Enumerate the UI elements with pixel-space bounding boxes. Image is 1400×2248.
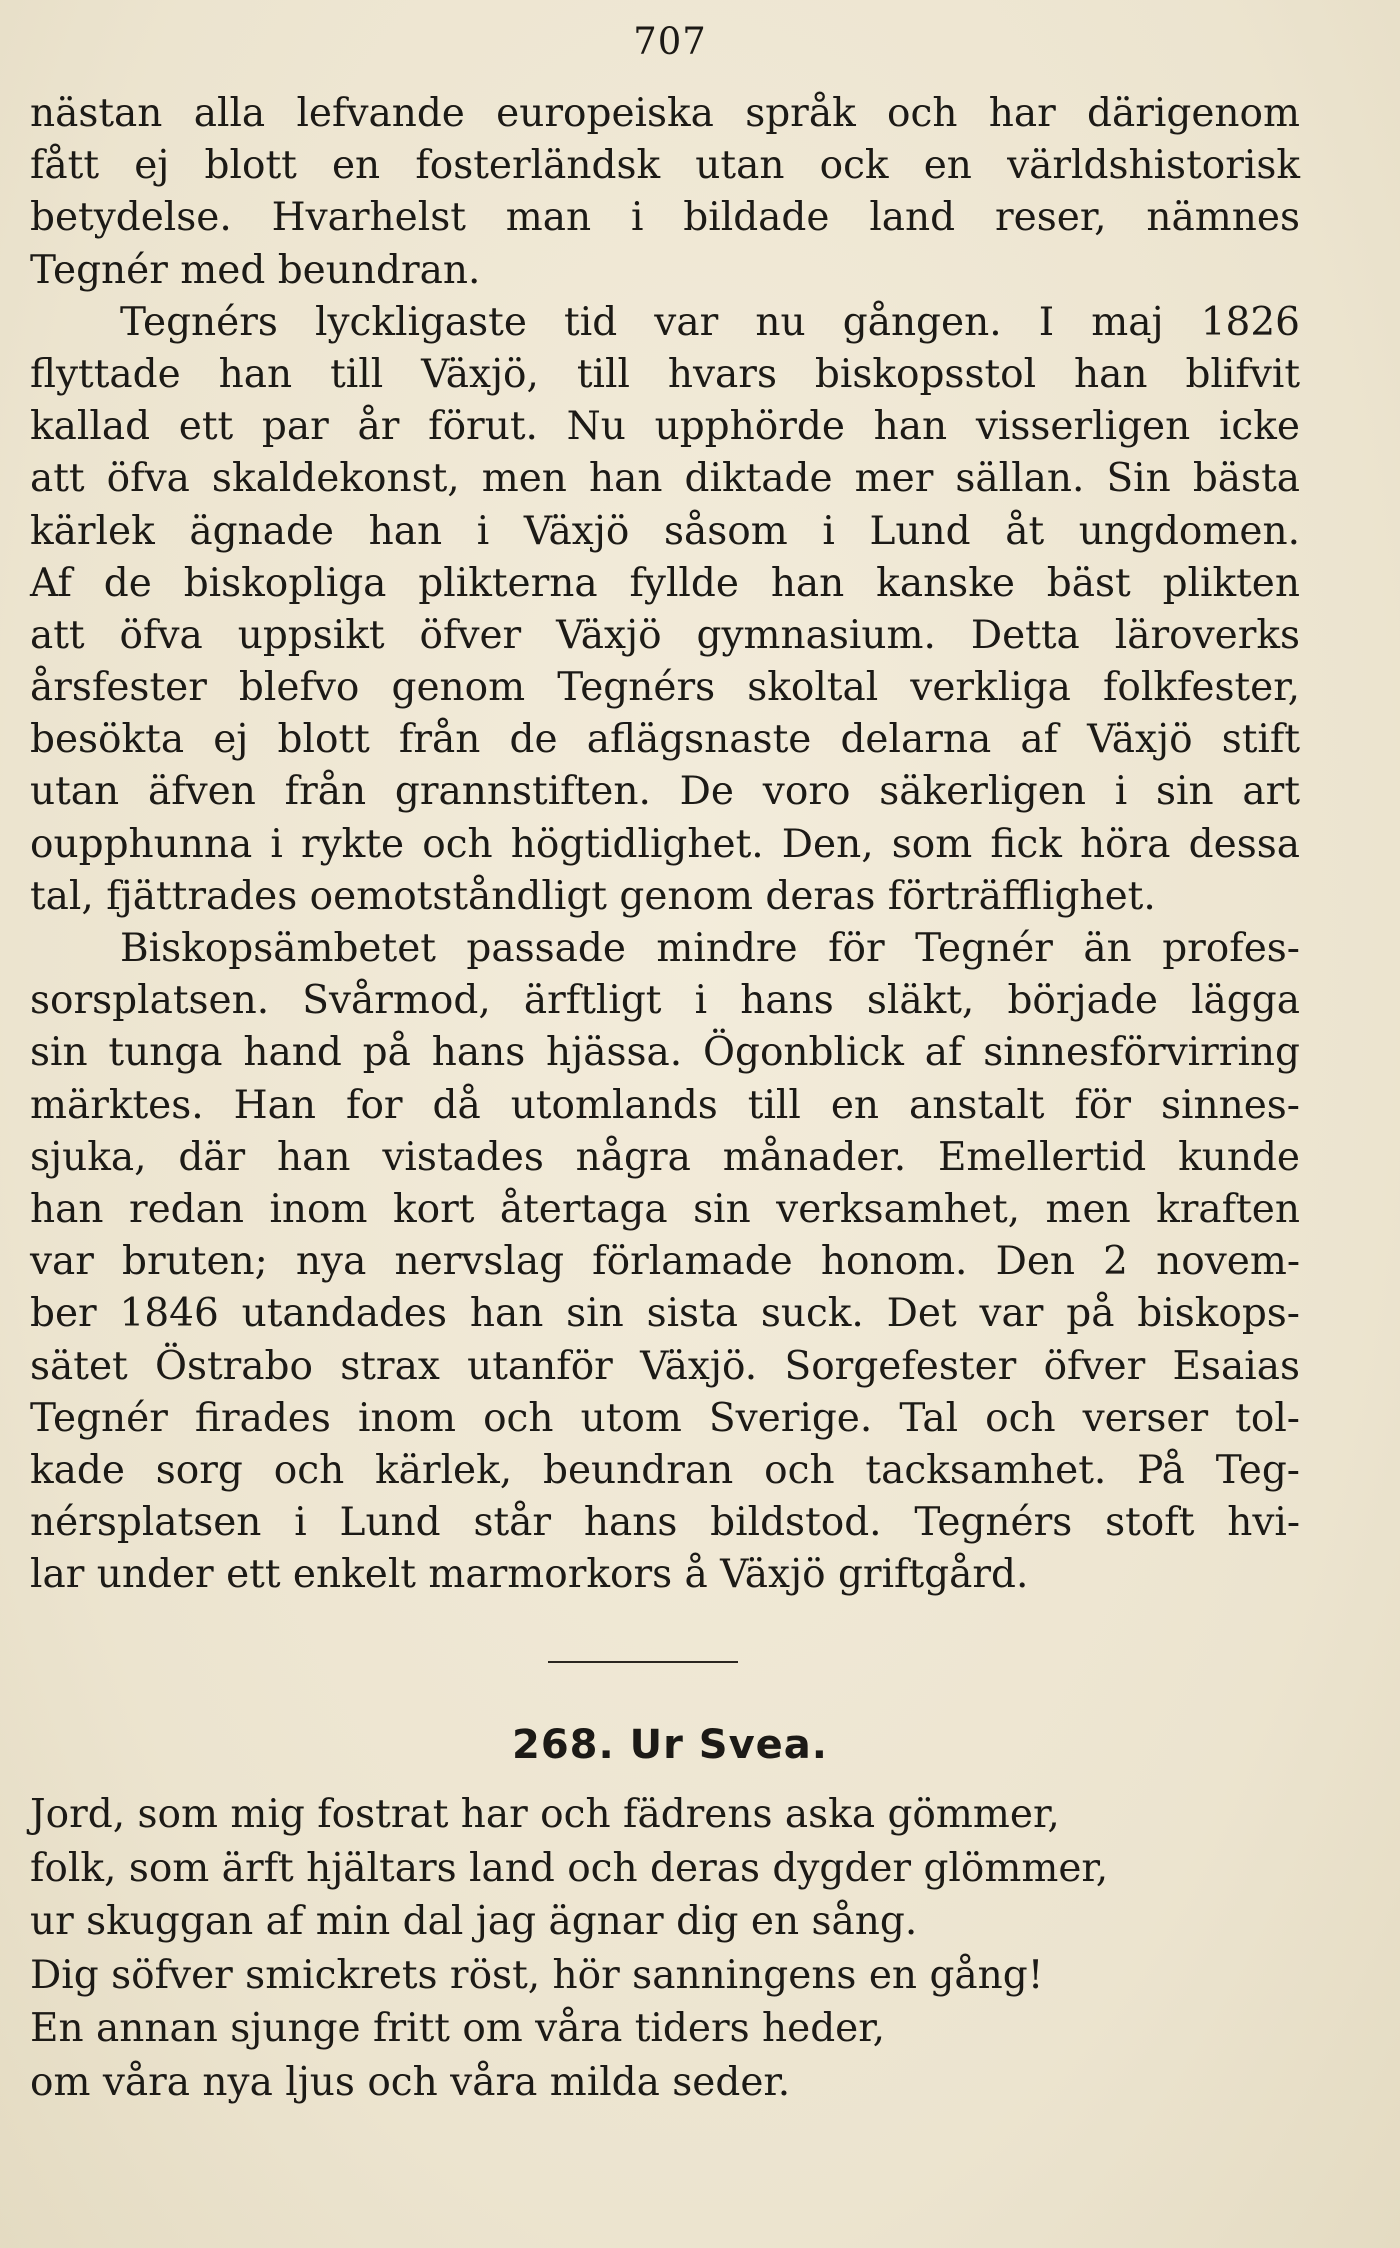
text-line: Biskopsämbetet passade mindre för Tegnér än profes- bbox=[120, 926, 1300, 971]
text-line: var bruten; nya nervslag förlamade honom. Den 2 novem- bbox=[30, 1239, 1300, 1285]
section-divider bbox=[548, 1661, 738, 1663]
text-line: nérsplatsen i Lund står hans bildstod. Tegnérs stoft hvi- bbox=[30, 1500, 1300, 1546]
text-line: märktes. Han for då utomlands till en anstalt för sinnes- bbox=[30, 1082, 1300, 1128]
text-line: sjuka, där han vistades några månader. Emellertid kunde bbox=[30, 1134, 1300, 1180]
text-line: oupphunna i rykte och högtidlighet. Den, som fick höra dessa bbox=[30, 821, 1300, 867]
text-line: kade sorg och kärlek, beundran och tacksamhet. På Teg- bbox=[30, 1447, 1300, 1493]
text-line: sin tunga hand på hans hjässa. Ögonblick af sinnesförvirring bbox=[30, 1030, 1300, 1076]
text-line: ber 1846 utandades han sin sista suck. Det var på biskops- bbox=[30, 1291, 1300, 1337]
text-line: fått ej blott en fosterländsk utan ock en världshistorisk bbox=[30, 143, 1300, 189]
text-line: Tegnér firades inom och utom Sverige. Tal och verser tol- bbox=[30, 1395, 1300, 1441]
poem-line: ur skuggan af min dal jag ägnar dig en sång. bbox=[30, 1899, 918, 1944]
poem-heading: 268. Ur Svea. bbox=[512, 1722, 828, 1768]
text-line: Tegnérs lyckligaste tid var nu gången. I maj 1826 bbox=[120, 299, 1300, 345]
text-line: lar under ett enkelt marmorkors å Växjö griftgård. bbox=[30, 1552, 1029, 1598]
poem-text bbox=[30, 1788, 1300, 2109]
text-line: besökta ej blott från de aflägsnaste delarna af Växjö stift bbox=[30, 717, 1300, 763]
poem-line: om våra nya ljus och våra milda seder. bbox=[30, 2059, 791, 2105]
text-line: han redan inom kort återtaga sin verksamhet, men kraften bbox=[30, 1186, 1300, 1232]
text-line: att öfva skaldekonst, men han diktade mer sällan. Sin bästa bbox=[30, 456, 1300, 502]
poem-line: En annan sjunge fritt om våra tiders heder, bbox=[30, 2006, 885, 2051]
text-line: flyttade han till Växjö, till hvars biskopsstol han blifvit bbox=[30, 351, 1300, 397]
poem-line: folk, som ärft hjältars land och deras dygder glömmer, bbox=[30, 1845, 1109, 1891]
text-line: sätet Östrabo strax utanför Växjö. Sorgefester öfver Esaias bbox=[30, 1343, 1300, 1389]
prose-text bbox=[30, 88, 1300, 1601]
text-line: Af de biskopliga plikterna fyllde han kanske bäst plikten bbox=[30, 560, 1300, 606]
text-line: kärlek ägnade han i Växjö såsom i Lund åt ungdomen. bbox=[30, 508, 1300, 554]
poem-line: Dig söfver smickrets röst, hör sanningens en gång! bbox=[30, 1952, 1044, 1998]
text-line: utan äfven från grannstiften. De voro säkerligen i sin art bbox=[30, 769, 1300, 815]
text-line: årsfester blefvo genom Tegnérs skoltal verkliga folkfester, bbox=[30, 665, 1300, 711]
text-line: betydelse. Hvarhelst man i bildade land reser, nämnes bbox=[30, 195, 1300, 241]
text-line: sorsplatsen. Svårmod, ärftligt i hans släkt, började lägga bbox=[30, 978, 1300, 1024]
text-line: kallad ett par år förut. Nu upphörde han visserligen icke bbox=[30, 404, 1300, 450]
text-line: nästan alla lefvande europeiska språk och har därigenom bbox=[30, 91, 1300, 136]
text-line: Tegnér med beundran. bbox=[30, 247, 481, 293]
page-number: 707 bbox=[633, 20, 707, 63]
poem-line: Jord, som mig fostrat har och fädrens aska gömmer, bbox=[30, 1792, 1060, 1837]
text-line: tal, fjättrades oemotståndligt genom deras förträfflighet. bbox=[30, 873, 1156, 919]
text-line: att öfva uppsikt öfver Växjö gymnasium. Detta läroverks bbox=[30, 612, 1300, 658]
